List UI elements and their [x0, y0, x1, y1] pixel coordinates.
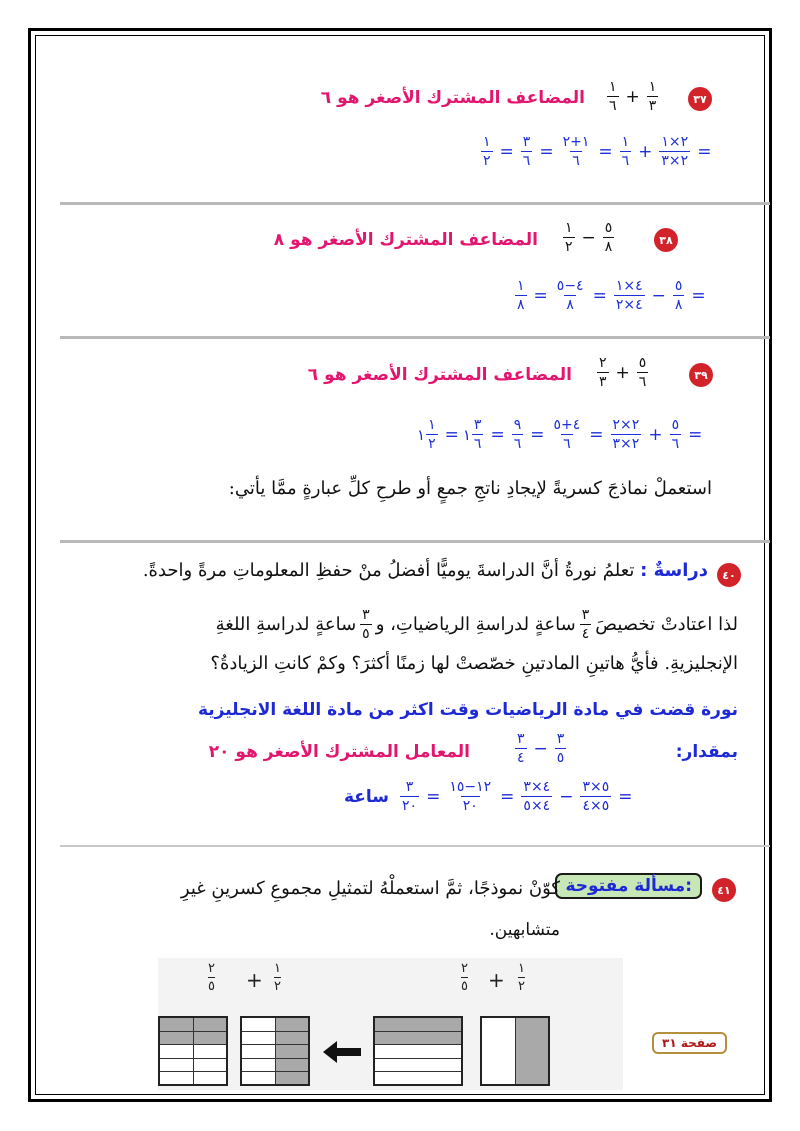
exercise-37-solution: $\frac{١}{٢}$ = $\frac{٣}{٦}$ = $\frac{١+٢}{٦}$ = $\frac{١}{٦}$ + $\frac{٢\times ١}{٢\times ٣}$ =	[483, 134, 712, 169]
fraction-three-quarters: $\frac{٣}{٤}$	[581, 607, 590, 642]
section-divider	[60, 845, 770, 847]
figure-fraction: ١ ٢	[518, 961, 525, 994]
exercise-38-solution: $\frac{١}{٨}$ = $\frac{٤-٥}{٨}$ = $\frac{٤\times ١}{٤\times ٢}$ − $\frac{٥}{٨}$ =	[517, 278, 706, 313]
page-number-label: صفحة ٣١	[652, 1032, 727, 1054]
arrow-left-icon	[323, 1041, 361, 1063]
exercise-41-line-2: متشابهين.	[489, 920, 560, 940]
exercise-40-badge: ٤٠	[717, 563, 741, 587]
section-divider	[60, 336, 770, 339]
plus-sign: +	[246, 968, 263, 992]
exercise-37-badge	[688, 87, 712, 111]
model-halves-fifths-shaded	[240, 1016, 310, 1086]
unit-label: ساعة	[344, 786, 390, 807]
exercise-40-answer: نورة قضت في مادة الرياضيات وقت اكثر من مادة اللغة الانجليزية	[197, 700, 738, 720]
figure-fraction: ٢ ٥	[461, 961, 468, 994]
exercise-40-solution: ساعة $\frac{٣}{٢٠}$ = $\frac{١٢-١٥}{٢٠}$ = $\frac{٤\times ٣}{٤\times ٥}$ − $\frac{٥\times ٣}{٥\times ٤}$ =	[344, 779, 633, 814]
plus-sign: +	[488, 968, 505, 992]
exercise-38-lcm-note: المضاعف المشترك الأصغر هو ٨	[273, 230, 538, 250]
exercise-38-problem: $\frac{١}{٢}$ − $\frac{٥}{٨}$	[565, 220, 613, 255]
exercise-40-line-3: الإنجليزيةِ. فأيُّ هاتينِ المادتينِ خصّصتْ لها زمنًا أكثرَ؟ وكمْ كانتِ الزيادةُ؟	[210, 653, 738, 674]
model-fifths-halves-shaded	[158, 1016, 228, 1086]
fraction: $\frac{١}{٦}$	[609, 79, 617, 114]
exercise-37-number: ٣٧	[693, 92, 707, 106]
figure-fraction: ٢ ٥	[208, 961, 215, 994]
exercise-37-problem: $\frac{١}{٦}$ + $\frac{١}{٣}$	[609, 79, 657, 114]
section-instruction: استعملْ نماذجَ كسريةً لإيجادِ ناتجِ جمعٍ أو طرحِ كلِّ عبارةٍ ممَّا يأتي:	[228, 478, 712, 499]
exercise-40-line-1: دراسةٌ : تعلمُ نورةُ أنَّ الدراسةَ يوميًّا أفضلُ منْ حفظِ المعلوماتِ مرةً واحدةً.	[142, 560, 708, 581]
exercise-39-lcm-note: المضاعف المشترك الأصغر هو ٦	[307, 365, 572, 385]
model-halves	[480, 1016, 550, 1086]
model-fifths	[373, 1016, 463, 1086]
exercise-41-line-1: كوّنْ نموذجًا، ثمَّ استعملْهُ لتمثيلِ مجموعِ كسرينِ غيرِ	[180, 878, 560, 899]
exercise-37-lcm-note: المضاعف المشترك الأصغر هو ٦	[320, 88, 585, 108]
fraction: $\frac{١}{٣}$	[648, 79, 657, 114]
exercise-40-heading: دراسةٌ :	[640, 560, 708, 581]
section-divider	[60, 540, 770, 543]
exercise-38-badge: ٣٨	[654, 228, 678, 252]
exercise-40-amount-label: بمقدار:	[675, 742, 738, 762]
exercise-40-amount: $\frac{٣}{٤}$ − $\frac{٣}{٥}$	[517, 731, 565, 766]
exercise-39-badge: ٣٩	[689, 363, 713, 387]
exercise-40-lcm-note: المعامل المشترك الأصغر هو ٢٠	[208, 742, 470, 762]
section-divider	[60, 202, 770, 205]
exercise-39-problem: $\frac{٢}{٣}$ + $\frac{٥}{٦}$	[599, 355, 647, 390]
exercise-39-solution: ١ $\frac{١}{٢}$ = ١ $\frac{٣}{٦}$ = $\frac{٩}{٦}$ = $\frac{٤+٥}{٦}$ = $\frac{٢\times ٢}{٢\times ٣}$ + $\frac{٥}{٦}$ =	[417, 417, 703, 452]
exercise-40-line-2: لذا اعتادتْ تخصيصَ $\frac{٣}{٤}$ ساعةٍ لدراسةِ الرياضياتِ، و $\frac{٣}{٥}$ ساعةٍ لدراسةِ اللغةِ	[215, 607, 738, 642]
figure-fraction: ١ ٢	[274, 961, 281, 994]
exercise-41-badge: ٤١	[712, 878, 736, 902]
fraction-model-figure	[158, 958, 623, 1090]
exercise-41-heading-chip: مسألة مفتوحة:	[555, 873, 702, 899]
fraction-three-fifths: $\frac{٣}{٥}$	[362, 607, 370, 642]
